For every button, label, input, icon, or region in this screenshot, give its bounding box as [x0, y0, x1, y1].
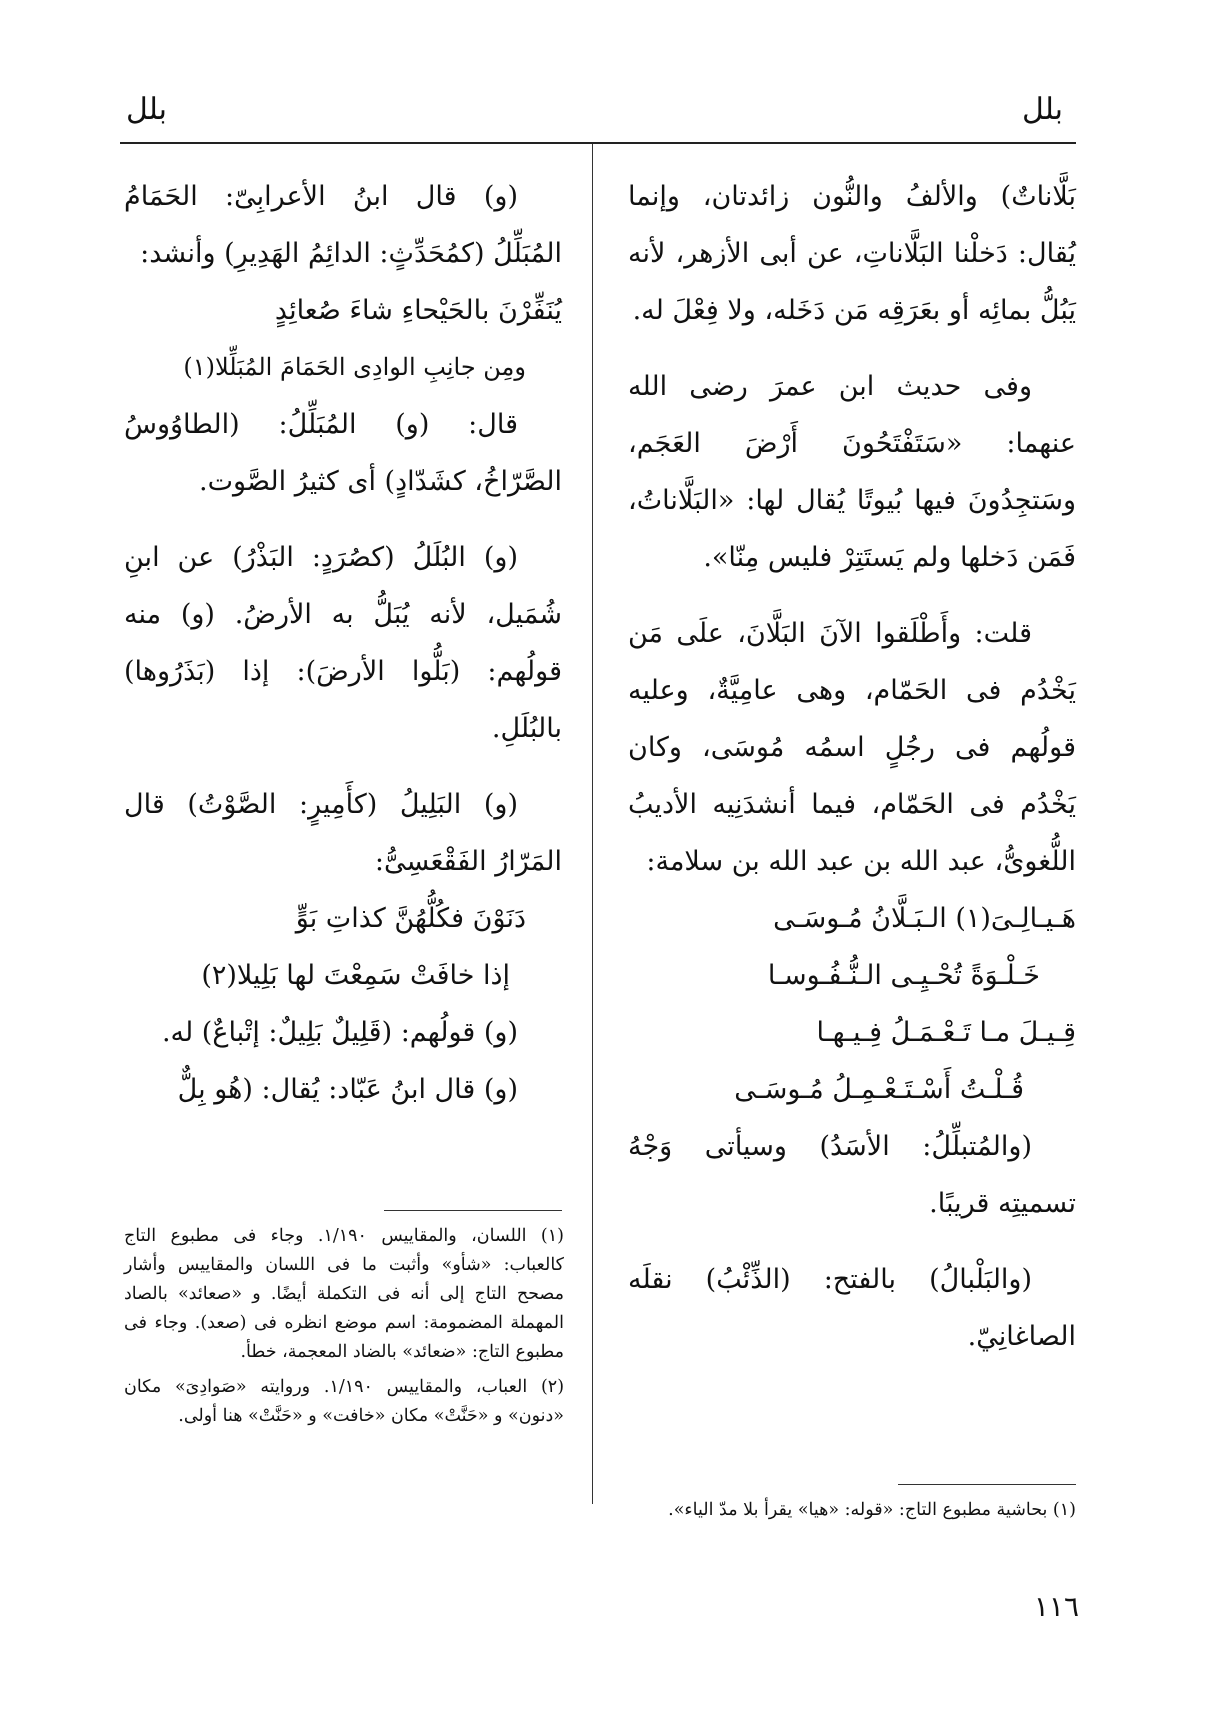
verse-line: دَنَوْنَ فكُلُّهُنَّ كذاتِ بَوٍّ [295, 903, 526, 934]
paragraph: (و) البَلِيلُ (كأَمِيرٍ: الصَّوْتُ) قال المَرّارُ الفَقْعَسِىُّ: [124, 789, 562, 877]
paragraph: بَلَّاناتٌ) والألفُ والنُّون زائدتان، وإنما يُقال: دَخلْنا البَلَّاناتِ، عن أبى الأزهر، لأنه يَبُلُّ بمائِه أو بعَرَقِه مَن دَخَله، ولا فِعْلَ له. [628, 181, 1076, 326]
paragraph: (و) قال ابنُ عَبّاد: يُقال: (هُو بِلٌّ [177, 1074, 518, 1105]
verse-line: يُنَفِّرْنَ بالحَيْحاءِ شاءَ صُعائِدٍ [274, 295, 562, 326]
verse-line: قِـيـلَ مـا تَـعْـمَـلُ فِـيـهـا [816, 1017, 1076, 1048]
right-column [628, 168, 1076, 1384]
footnote: (١) بحاشية مطبوع التاج: «قوله: «هيا» يقرأ بلا مدّ الياء». [668, 1500, 1076, 1520]
footnote: (٢) العباب، والمقاييس ١/١٩٠. وروايته «صَوادِىَ» مكان «دنون» و «حَنَّتْ» مكان «خافت» و «حَنَّتْ» هنا أولى. [124, 1377, 565, 1426]
verse-line: إذا خافَتْ سَمِعْتَ لها بَلِيلا(٢) [201, 960, 510, 991]
footnote: (١) اللسان، والمقاييس ١/١٩٠. وجاء فى مطبوع التاج كالعباب: «شأو» وأثبت ما فى اللسان والمقاييس وأشار مصحح التاج إلى أنه فى التكملة أيضًا. و «صعائد» بالصاد المهملة المضمومة: اسم موضع انظره فى (صعد). وجاء فى مطبوع التاج: «ضعائد» بالضاد المعجمة، خطأ. [124, 1226, 564, 1362]
paragraph: (و) البُلَلُ (كصُرَدٍ: البَذْرُ) عن ابنِ شُمَيل، لأنه يُبَلُّ به الأرضُ. (و) منه قولُهم: (بَلُّوا الأرضَ): إذا (بَذَرُوها) بالبُلَلِ. [124, 542, 562, 744]
left-column [124, 168, 562, 1118]
paragraph: (و) قولُهم: (قَلِيلٌ بَلِيلٌ: إتْباعٌ) له. [161, 1017, 518, 1048]
header-rule [120, 142, 1076, 144]
running-header-right: بلل [1021, 92, 1063, 127]
verse-line: خَـلْـوَةً تُحْـيِـى الـنُّـفُـوسـا [767, 960, 1040, 991]
paragraph: قال: (و) المُبَلِّلُ: (الطاوُوسُ الصَّرّاخُ، كشَدّادٍ) أى كثيرُ الصَّوت. [124, 409, 562, 497]
verse-line: هَـيـالِـىَ(١) الـبَـلَّانُ مُـوسَـى [773, 903, 1076, 934]
footnote-rule-left [384, 1210, 562, 1211]
footnotes-left [124, 1222, 564, 1437]
paragraph: وفى حديث ابن عمرَ رضى الله عنهما: «سَتَفْتَحُونَ أَرْضَ العَجَم، وسَتجِدُونَ فيها بُيوتًا يُقال لها: «البَلَّاناتُ، فَمَن دَخلها ولم يَستَتِرْ فليس مِنّا». [628, 371, 1076, 573]
column-divider [592, 144, 593, 1504]
verse-block [124, 282, 562, 396]
verse-line: ومِن جانِبِ الوادِى الحَمَامَ المُبَلِّلا(١) [183, 353, 526, 381]
verse-line: قُـلْـتُ أَسْـتَـعْـمِـلُ مُـوسَـى [734, 1074, 1024, 1105]
footnote-rule-right [898, 1484, 1076, 1485]
paragraph: (والبَلْبالُ) بالفتح: (الذِّئْبُ) نقلَه الصاغانِيّ. [628, 1264, 1076, 1352]
paragraph: (و) قال ابنُ الأعرابِىّ: الحَمَامُ المُبَلِّلُ (كمُحَدِّثٍ: الدائِمُ الهَدِيرِ) وأنشد: [124, 181, 562, 269]
paragraph: (والمُتبلِّلُ: الأسَدُ) وسيأتى وَجْهُ تسميتِه قريبًا. [628, 1131, 1076, 1219]
verse-block [628, 890, 1076, 1118]
footnotes-right [632, 1496, 1076, 1531]
running-header-left: بلل [126, 92, 168, 127]
page-number: ١١٦ [1033, 1590, 1079, 1623]
verse-block [124, 890, 562, 1004]
paragraph: قلت: وأَطْلَقوا الآنَ البَلَّانَ، علَى مَن يَخْدُم فى الحَمّام، وهى عامِيَّةٌ، وعليه قولُهم فى رجُلٍ اسمُه مُوسَى، وكان يَخْدُم فى الحَمّام، فيما أنشدَنِيه الأديبُ اللُّغوىُّ، عبد الله بن عبد الله بن سلامة: [628, 618, 1076, 877]
